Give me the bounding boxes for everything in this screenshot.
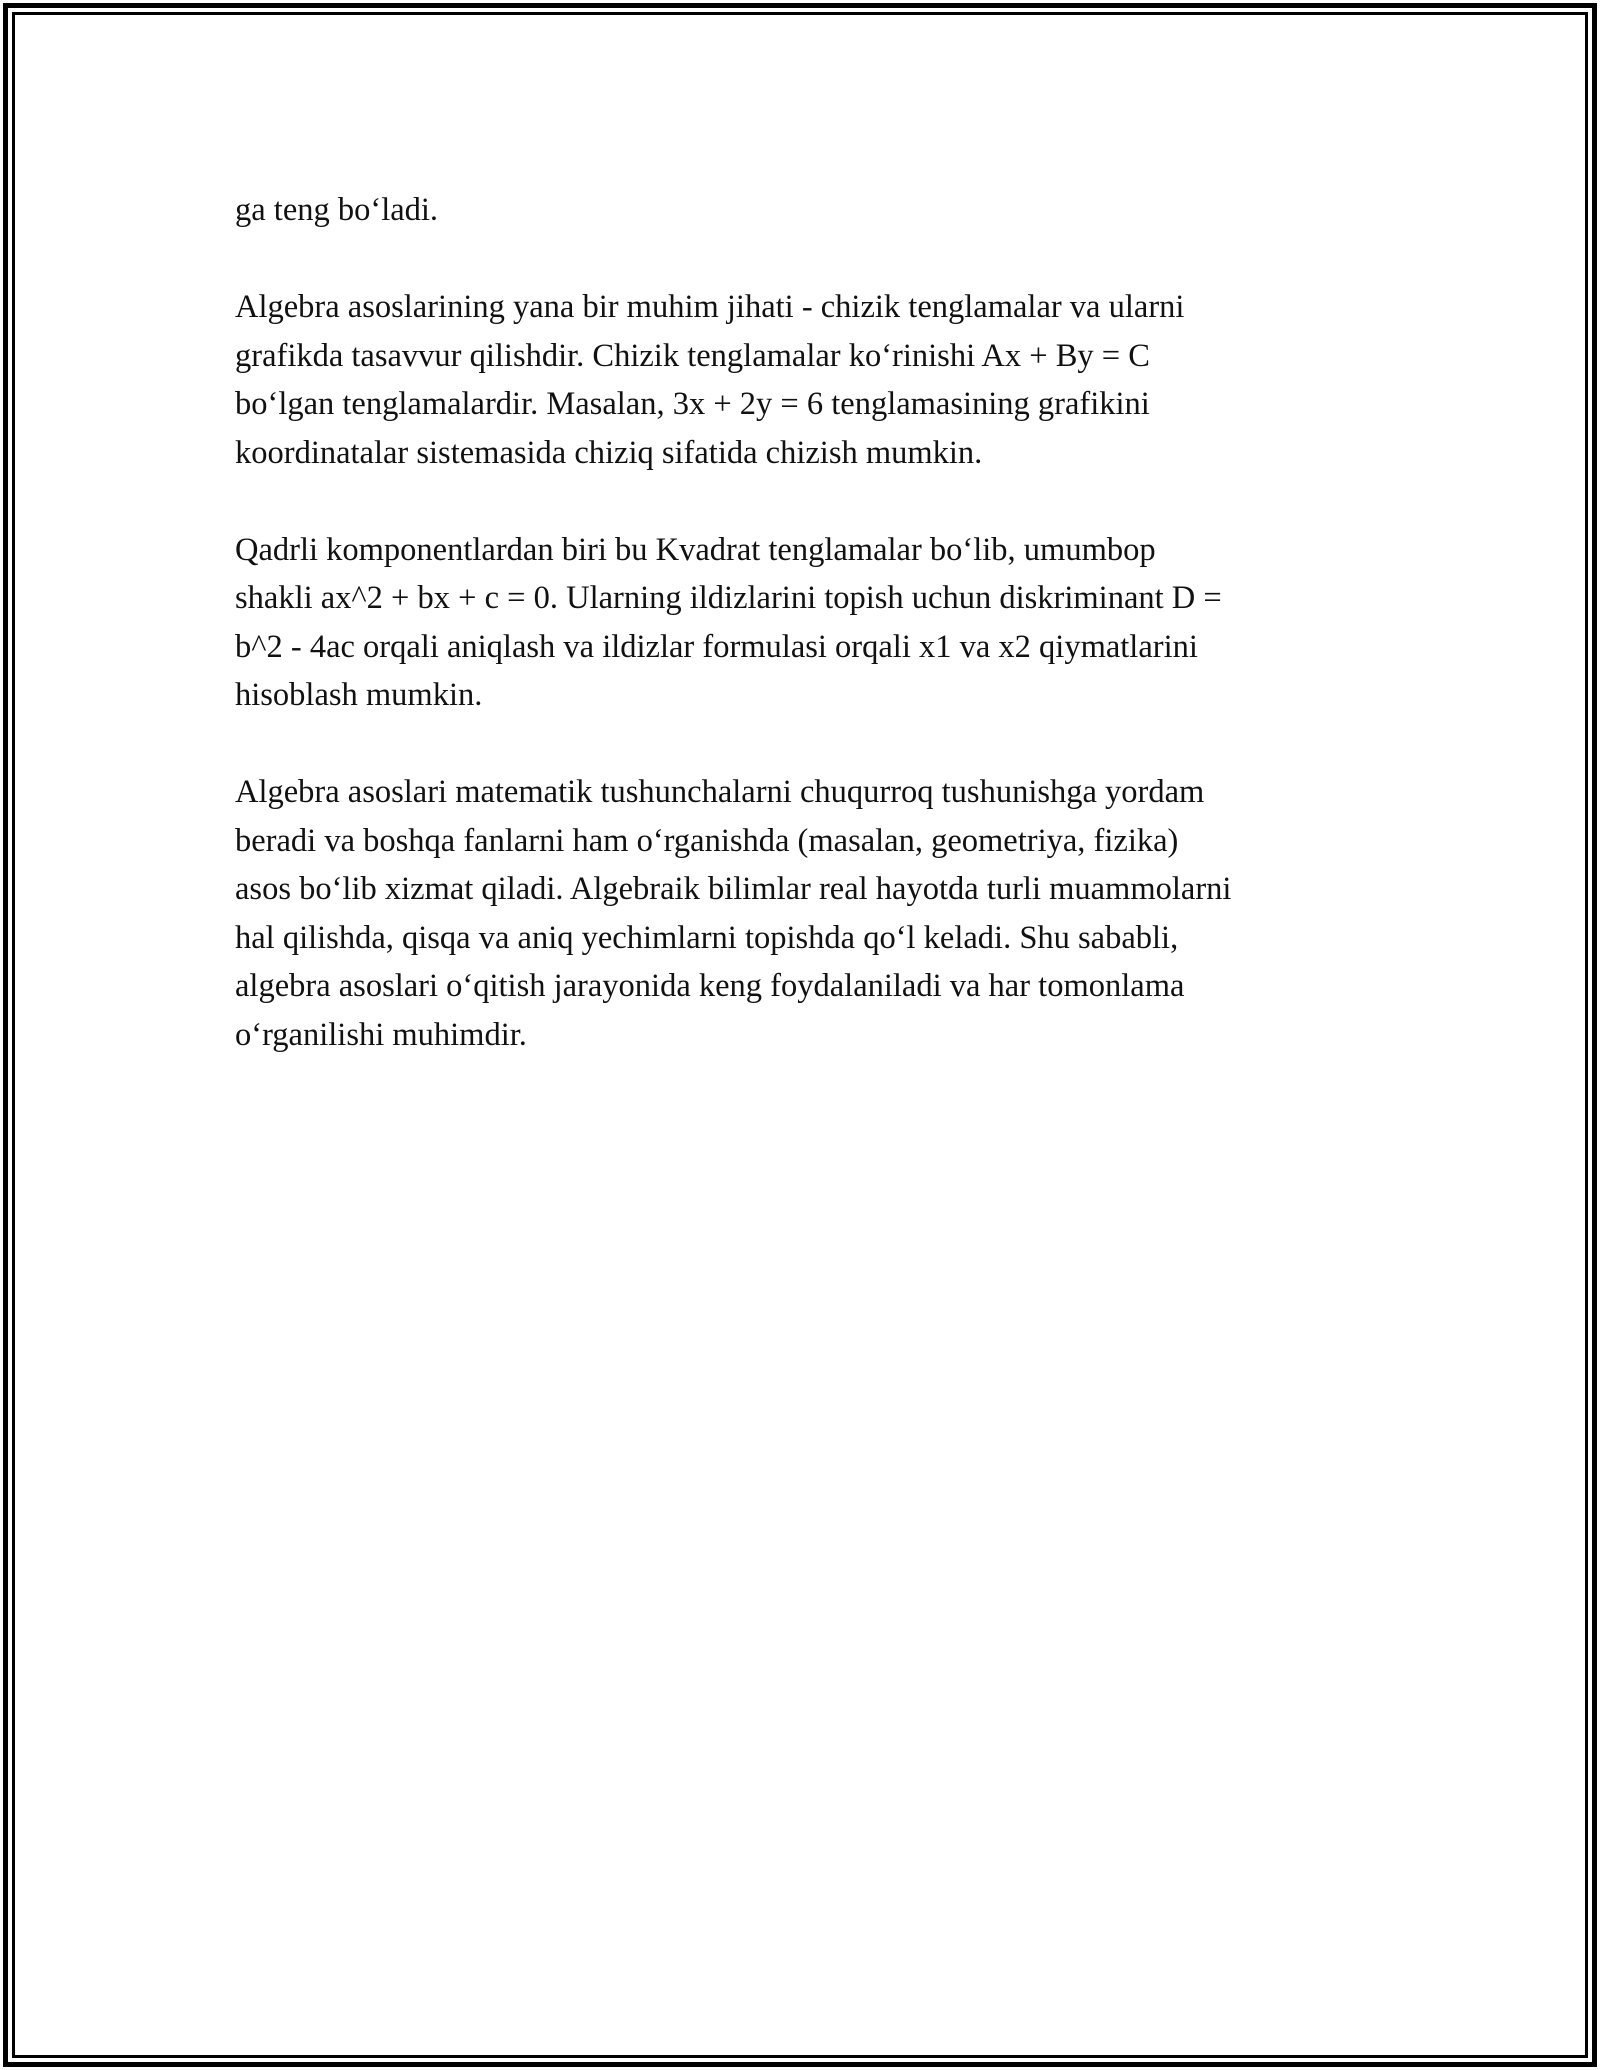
paragraph-linear-equations: Algebra asoslarining yana bir muhim jihati - chizik tenglamalar va ularni grafikda tasavvur qilishdir. Chizik tenglamalar ko‘rinishi Ax + By = C bo‘lgan tenglamalardir. Masalan, 3x + 2y = 6 tenglamasining grafikini koordinatalar sistemasida chiziq sifatida chizish mumkin.	[235, 289, 1185, 471]
paragraph-quadratic-equations: Qadrli komponentlardan biri bu Kvadrat tenglamalar bo‘lib, umumbop shakli ax^2 + bx + c = 0. Ularning ildizlarini topish uchun diskriminant D = b^2 - 4ac orqali aniqlash va ildizlar formulasi orqali x1 va x2 qiymatlarini hisoblash mumkin.	[235, 531, 1222, 713]
paragraph-conclusion: Algebra asoslari matematik tushunchalarni chuqurroq tushunishga yordam beradi va boshqa fanlarni ham o‘rganishda (masalan, geometriya, fizika) asos bo‘lib xizmat qiladi. Algebraik bilimlar real hayotda turli muammolarni hal qilishda, qisqa va aniq yechimlarni topishda qo‘l keladi. Shu sababli, algebra asoslari o‘qitish jarayonida keng foydalaniladi va har tomonlama o‘rganilishi muhimdir.	[235, 774, 1232, 1053]
document-body	[235, 186, 1370, 1108]
paragraph-continuation: ga teng bo‘ladi.	[235, 192, 439, 228]
